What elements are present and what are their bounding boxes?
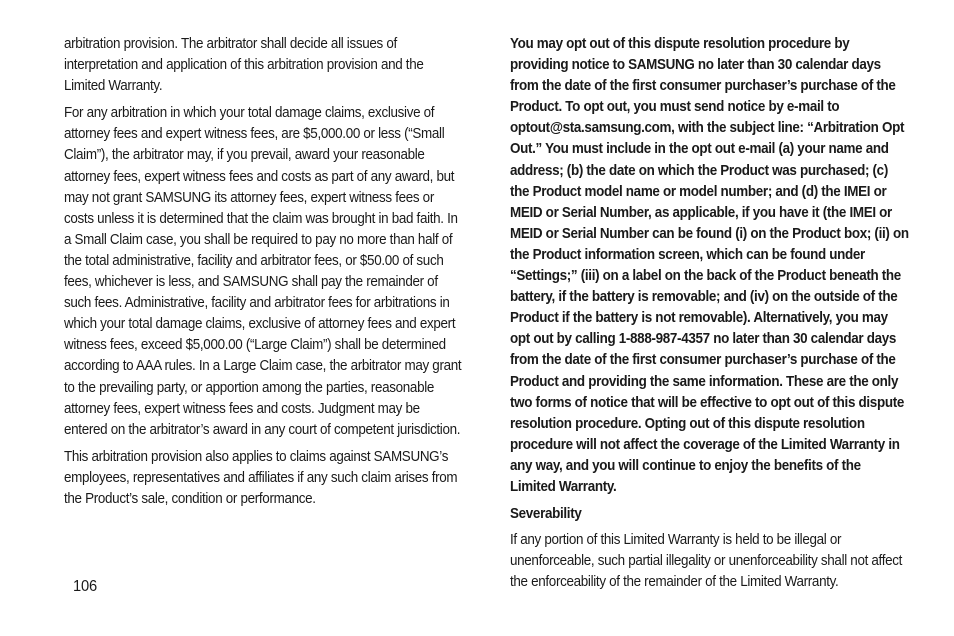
arbitration-scope-paragraph: This arbitration provision also applies to claims against SAMSUNG’s employees, representatives and affiliates if any such claim arises from the Product’s sale, condition or performance. — [64, 448, 458, 507]
right-column — [510, 34, 909, 599]
left-column — [64, 34, 461, 516]
severability-heading: Severability — [510, 506, 582, 523]
opt-out-paragraph: You may opt out of this dispute resolution procedure by providing notice to SAMSUNG no later than 30 calendar days from the date of the first consumer purchaser’s purchase of the Product. To opt out, you must send notice by e-mail to optout@sta.samsung.com, with the subject line: “Arbitration Opt Out.” You must include in the opt out e-mail (a) your name and address; (b) the date on which the Product was purchased; (c) the Product model name or model number; and (d) the IMEI or MEID or Serial Number, as applicable, if you have it (the IMEI or MEID or Serial Number can be found (i) on the Product box; (ii) on the Product information screen, which can be found under “Settings;” (iii) on a label on the back of the Product beneath the battery, if the battery is removable; and (iv) on the outside of the Product if the battery is not removable). Alternatively, you may opt out by calling 1-888-987-4357 no later than 30 calendar days from the date of the first consumer purchaser’s purchase of the Product and providing the same information. These are the only two forms of notice that will be effective to opt out of this dispute resolution procedure. Opting out of this dispute resolution procedure will not affect the coverage of the Limited Warranty in any way, and you will continue to enjoy the benefits of the Limited Warranty. — [510, 36, 909, 495]
page-number: 106 — [73, 578, 98, 595]
arbitration-decision-paragraph: arbitration provision. The arbitrator shall decide all issues of interpretation and application of this arbitration provision and the Limited Warranty. — [64, 36, 424, 95]
severability-paragraph: If any portion of this Limited Warranty is held to be illegal or unenforceable, such partial illegality or unenforceability shall not affect the enforceability of the remainder of the Limited Warranty. — [510, 532, 903, 591]
arbitration-fees-paragraph: For any arbitration in which your total damage claims, exclusive of attorney fees and expert witness fees, are $5,000.00 or less (“Small Claim”), the arbitrator may, if you prevail, award your reasonable attorney fees, expert witness fees and costs as part of any award, but may not grant SAMSUNG its attorney fees, expert witness fees or costs unless it is determined that the claim was brought in bad faith. In a Small Claim case, you shall be required to pay no more than half of the total administrative, facility and arbitrator fees, or $50.00 of such fees, whichever is less, and SAMSUNG shall pay the remainder of such fees. Administrative, facility and arbitrator fees for arbitrations in which your total damage claims, exclusive of attorney fees and expert witness fees, exceed $5,000.00 (“Large Claim”) shall be determined according to AAA rules. In a Large Claim case, the arbitrator may grant to the prevailing party, or apportion among the parties, reasonable attorney fees, expert witness fees and costs. Judgment may be entered on the arbitrator’s award in any court of competent jurisdiction. — [64, 105, 462, 438]
